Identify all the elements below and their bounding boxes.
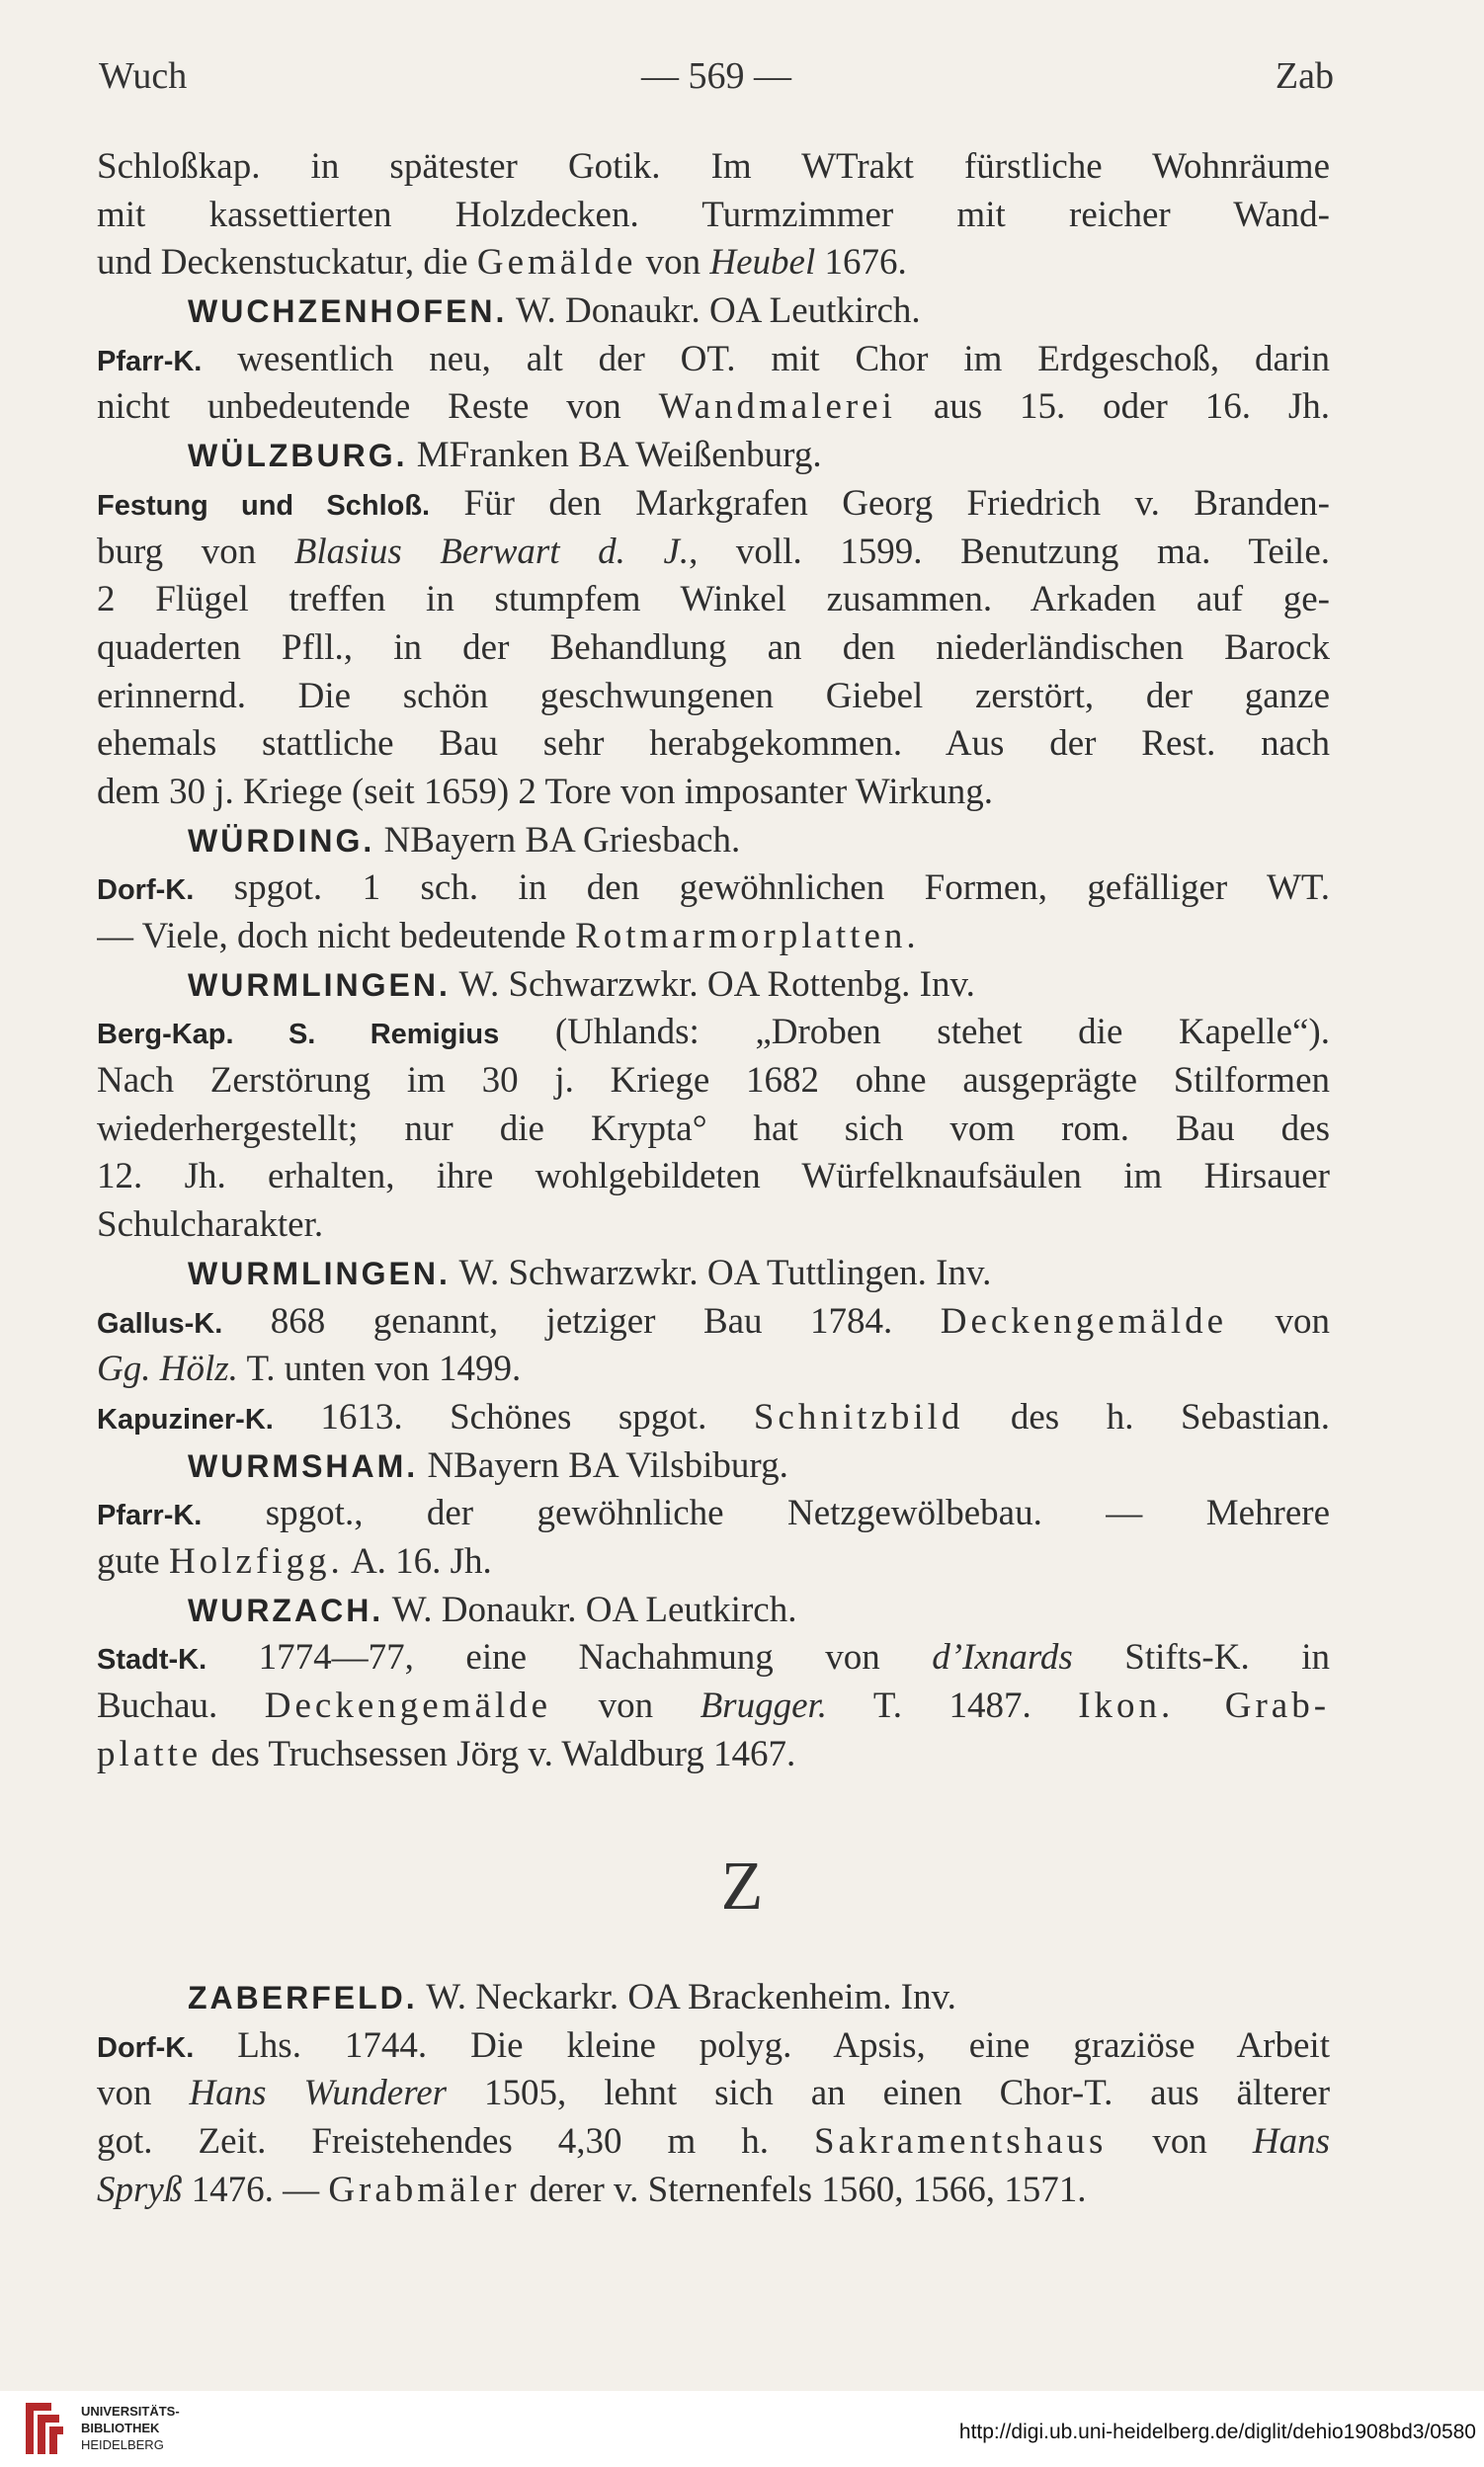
place-name: WURMSHAM. xyxy=(188,1447,419,1484)
body-text xyxy=(97,143,1330,1778)
text-line: 2 Flügel treffen in stumpfem Winkel zusammen. Arkaden auf ge- xyxy=(97,579,1330,620)
text-line xyxy=(97,239,1330,288)
text-line xyxy=(97,2167,1330,2215)
page-number: — 569 — xyxy=(641,55,791,97)
text-run: aus 15. oder 16. Jh. xyxy=(895,386,1330,428)
region-info: NBayern BA Griesbach. xyxy=(374,819,741,861)
text-run: spgot., der gewöhnliche Netzgewölbebau. — Mehrere xyxy=(202,1493,1330,1534)
digitization-footer xyxy=(0,2391,1484,2467)
text-run: derer v. Sternenfels 1560, 1566, 1571. xyxy=(520,2169,1087,2210)
text-line: mit kassettierten Holzdecken. Turmzimmer mit reicher Wand- xyxy=(97,194,1330,235)
region-info: MFranken BA Weißenburg. xyxy=(407,435,822,476)
text-line: wiederhergestellt; nur die Krypta° hat sich vom rom. Bau des xyxy=(97,1108,1330,1149)
text-line xyxy=(97,336,1330,384)
spaced-term: Wandmalerei xyxy=(658,386,896,428)
library-name-line: HEIDELBERG xyxy=(81,2437,164,2452)
building-label: Stadt-K. xyxy=(97,1644,207,1677)
entry-heading xyxy=(97,288,1330,336)
text-line xyxy=(97,2070,1330,2118)
text-run: gute xyxy=(97,1540,169,1582)
artist-name: Heubel xyxy=(709,242,816,284)
text-line xyxy=(97,2118,1330,2167)
building-label: Pfarr-K. xyxy=(97,1500,203,1532)
text-line: quaderten Pfll., in der Behandlung an den niederländischen Barock xyxy=(97,626,1330,668)
text-line xyxy=(97,1298,1330,1347)
text-line: 12. Jh. erhalten, ihre wohlgebildeten Würfelknaufsäulen im Hirsauer xyxy=(97,1156,1330,1197)
region-info: W. Schwarzwkr. OA Rottenbg. Inv. xyxy=(450,963,975,1005)
library-name-line: BIBLIOTHEK xyxy=(81,2421,160,2435)
building-label: Pfarr-K. xyxy=(97,345,203,377)
building-label: Dorf-K. xyxy=(97,2031,195,2064)
place-name: WÜLZBURG. xyxy=(188,438,408,474)
text-run: des Truchsessen Jörg v. Waldburg 1467. xyxy=(202,1733,796,1774)
text-run: Buchau. xyxy=(97,1686,265,1726)
entry-heading xyxy=(97,817,1330,865)
artist-name: Gg. Hölz. xyxy=(97,1349,238,1390)
section-letter: Z xyxy=(720,1849,764,1925)
header-left-catchword: Wuch xyxy=(99,55,188,97)
text-line xyxy=(97,864,1330,913)
region-info: W. Neckarkr. OA Brackenheim. Inv. xyxy=(417,1977,956,2017)
text-run: von xyxy=(97,2073,190,2114)
artist-name: d’Ixnards xyxy=(932,1637,1073,1679)
building-label: Berg-Kap. S. Remigius xyxy=(97,1019,500,1051)
text-run: von xyxy=(636,242,710,284)
library-name xyxy=(81,2403,180,2453)
text-run: got. Zeit. Freistehendes 4,30 m h. xyxy=(97,2121,814,2163)
text-run: 1476. — xyxy=(182,2169,329,2210)
artist-name: Brugger. xyxy=(700,1686,828,1726)
text-run: Lhs. 1744. Die kleine polyg. Apsis, eine graziöse Arbeit xyxy=(194,2024,1330,2066)
running-header xyxy=(99,54,1334,104)
text-run: T. 1487. xyxy=(827,1686,1079,1726)
building-label: Gallus-K. xyxy=(97,1307,223,1340)
text-line xyxy=(97,1634,1330,1683)
entry-heading xyxy=(97,961,1330,1010)
spaced-term: Ikon. Grab- xyxy=(1078,1686,1330,1726)
entry-heading xyxy=(97,432,1330,480)
place-name: WURMLINGEN. xyxy=(188,966,451,1003)
text-line xyxy=(97,1394,1330,1442)
building-label: Dorf-K. xyxy=(97,874,195,907)
permalink-url[interactable]: http://digi.ub.uni-heidelberg.de/diglit/dehio1908bd3/0580 xyxy=(958,2421,1476,2443)
text-line xyxy=(97,1538,1330,1587)
artist-name: Spryß xyxy=(97,2169,183,2210)
text-line xyxy=(97,1009,1330,1057)
spaced-term: Rotmarmorplatten. xyxy=(575,916,920,956)
text-line xyxy=(97,480,1330,529)
text-run: burg von xyxy=(97,531,294,572)
region-info: W. Donaukr. OA Leutkirch. xyxy=(383,1589,797,1630)
text-run: Für den Markgrafen Georg Friedrich v. Branden- xyxy=(430,482,1330,524)
text-run: (Uhlands: „Droben stehet die Kapelle“). xyxy=(499,1012,1330,1053)
place-name: WÜRDING. xyxy=(188,822,375,859)
region-info: NBayern BA Vilsbiburg. xyxy=(418,1444,788,1486)
text-line xyxy=(97,2022,1330,2071)
artist-name: Hans Wunderer xyxy=(189,2073,448,2114)
text-run: T. unten von 1499. xyxy=(237,1349,522,1390)
artist-name: Hans xyxy=(1252,2121,1330,2163)
entry-heading xyxy=(97,1974,1330,2022)
text-line: ehemals stattliche Bau sehr herabgekommen. Aus der Rest. nach xyxy=(97,723,1330,765)
body-text-section-z xyxy=(97,1974,1330,2214)
text-run: des h. Sebastian. xyxy=(963,1396,1330,1438)
text-line: Schloßkap. in spätester Gotik. Im WTrakt fürstliche Wohnräume xyxy=(97,146,1330,187)
entry-heading xyxy=(97,1587,1330,1635)
place-name: WUCHZENHOFEN. xyxy=(188,293,508,330)
text-line: Nach Zerstörung im 30 j. Kriege 1682 ohne ausgeprägte Stilformen xyxy=(97,1060,1330,1102)
building-label: Festung und Schloß. xyxy=(97,489,431,522)
text-run: 1676. xyxy=(815,242,907,284)
text-run: von xyxy=(1107,2121,1253,2163)
text-line xyxy=(97,913,1330,961)
text-run: A. 16. Jh. xyxy=(343,1540,492,1582)
region-info: W. Donaukr. OA Leutkirch. xyxy=(507,290,921,332)
text-line xyxy=(97,1683,1330,1731)
header-right-catchword: Zab xyxy=(1275,55,1334,97)
text-line xyxy=(97,529,1330,577)
spaced-term: Sakramentshaus xyxy=(813,2121,1108,2163)
text-line: dem 30 j. Kriege (seit 1659) 2 Tore von imposanter Wirkung. xyxy=(97,771,994,812)
text-run: , voll. 1599. Benutzung ma. Teile. xyxy=(689,531,1330,572)
text-line xyxy=(97,1346,1330,1394)
artist-name: Blasius Berwart d. J. xyxy=(293,531,690,572)
text-run: spgot. 1 sch. in den gewöhnlichen Formen, gefälliger WT. xyxy=(194,867,1330,909)
place-name: WURMLINGEN. xyxy=(188,1255,451,1291)
text-run: nicht unbedeutende Reste von xyxy=(97,386,659,428)
text-run: von xyxy=(1227,1300,1330,1342)
text-run: 868 genannt, jetziger Bau 1784. xyxy=(222,1300,941,1342)
spaced-term: platte xyxy=(97,1733,203,1774)
text-line xyxy=(97,1490,1330,1538)
text-run: 1613. Schönes spgot. xyxy=(273,1396,754,1438)
place-name: ZABERFELD. xyxy=(188,1980,418,2015)
library-logo-icon xyxy=(18,2397,67,2460)
spaced-term: Gemälde xyxy=(476,242,637,284)
text-run: wesentlich neu, alt der OT. mit Chor im Erdgeschoß, darin xyxy=(202,338,1330,379)
text-run: 1774—77, eine Nachahmung von xyxy=(206,1637,933,1679)
entry-heading xyxy=(97,1442,1330,1491)
text-run: von xyxy=(551,1686,701,1726)
building-label: Kapuziner-K. xyxy=(97,1403,274,1436)
spaced-term: Holzfigg. xyxy=(168,1540,344,1582)
text-line xyxy=(97,1731,1330,1779)
region-info: W. Schwarzwkr. OA Tuttlingen. Inv. xyxy=(450,1252,992,1293)
spaced-term: Grabmäler xyxy=(328,2169,521,2210)
text-line: erinnernd. Die schön geschwungenen Giebel zerstört, der ganze xyxy=(97,675,1330,716)
text-run: und Deckenstuckatur, die xyxy=(97,242,477,284)
library-name-line: UNIVERSITÄTS- xyxy=(81,2404,180,2419)
text-line: Schulcharakter. xyxy=(97,1204,324,1246)
spaced-term: Deckengemälde xyxy=(264,1686,552,1726)
entry-heading xyxy=(97,1250,1330,1298)
spaced-term: Deckengemälde xyxy=(940,1300,1228,1342)
text-run: Stifts-K. in xyxy=(1072,1637,1330,1679)
text-run: 1505, lehnt sich an einen Chor-T. aus älterer xyxy=(447,2073,1330,2114)
text-line xyxy=(97,383,1330,432)
text-run: — Viele, doch nicht bedeutende xyxy=(97,916,576,956)
place-name: WURZACH. xyxy=(188,1592,384,1628)
spaced-term: Schnitzbild xyxy=(753,1396,964,1438)
